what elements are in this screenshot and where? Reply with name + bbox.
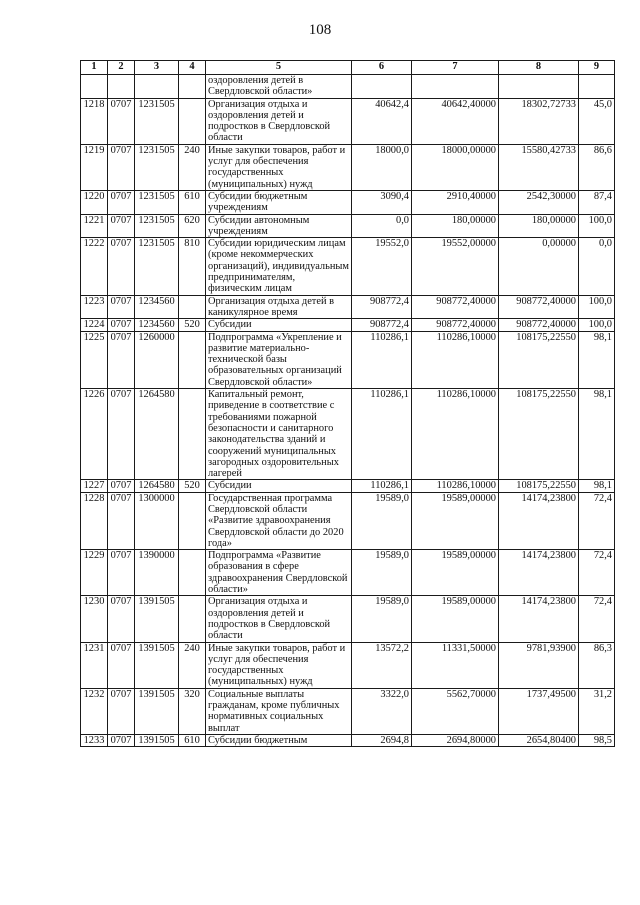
section-code-cell: 0707	[108, 389, 135, 480]
section-code-cell: 0707	[108, 144, 135, 190]
expense-type-cell: 240	[179, 642, 206, 688]
expense-type-cell: 810	[179, 238, 206, 295]
amount-cell	[412, 75, 499, 99]
expense-type-cell: 520	[179, 319, 206, 331]
percent-cell: 72,4	[579, 550, 615, 596]
item-name-cell: Субсидии бюджетным	[206, 734, 352, 746]
amount-cell: 9781,93900	[499, 642, 579, 688]
percent-cell: 100,0	[579, 214, 615, 238]
amount-cell: 110286,1	[352, 480, 412, 492]
item-name-cell: Подпрограмма «Укрепление и развитие материально-технической базы образовательных организаций Свердловской области»	[206, 331, 352, 388]
target-code-cell: 1391505	[135, 642, 179, 688]
amount-cell: 2910,40000	[412, 190, 499, 214]
row-number-cell: 1226	[81, 389, 108, 480]
amount-cell: 180,00000	[499, 214, 579, 238]
row-number-cell	[81, 75, 108, 99]
amount-cell: 0,00000	[499, 238, 579, 295]
expense-type-cell	[179, 596, 206, 642]
section-code-cell: 0707	[108, 319, 135, 331]
percent-cell: 72,4	[579, 596, 615, 642]
amount-cell: 2694,8	[352, 734, 412, 746]
item-name-cell: Субсидии бюджетным учреждениям	[206, 190, 352, 214]
target-code-cell	[135, 75, 179, 99]
section-code-cell: 0707	[108, 190, 135, 214]
amount-cell: 19589,0	[352, 550, 412, 596]
percent-cell: 100,0	[579, 319, 615, 331]
percent-cell: 0,0	[579, 238, 615, 295]
amount-cell: 2694,80000	[412, 734, 499, 746]
amount-cell	[499, 75, 579, 99]
row-number-cell: 1223	[81, 295, 108, 319]
item-name-cell: Организация отдыха и оздоровления детей и подростков в Свердловской области	[206, 98, 352, 144]
item-name-cell: оздоровления детей в Свердловской области»	[206, 75, 352, 99]
column-header: 6	[352, 61, 412, 75]
percent-cell: 86,3	[579, 642, 615, 688]
percent-cell: 98,1	[579, 389, 615, 480]
target-code-cell: 1300000	[135, 492, 179, 549]
column-header: 2	[108, 61, 135, 75]
amount-cell: 19589,00000	[412, 550, 499, 596]
percent-cell: 31,2	[579, 688, 615, 734]
row-number-cell: 1229	[81, 550, 108, 596]
target-code-cell: 1391505	[135, 734, 179, 746]
amount-cell: 108175,22550	[499, 389, 579, 480]
amount-cell: 15580,42733	[499, 144, 579, 190]
table-row	[81, 480, 615, 492]
row-number-cell: 1231	[81, 642, 108, 688]
percent-cell: 98,1	[579, 480, 615, 492]
row-number-cell: 1219	[81, 144, 108, 190]
amount-cell: 3090,4	[352, 190, 412, 214]
row-number-cell: 1218	[81, 98, 108, 144]
amount-cell: 19589,0	[352, 596, 412, 642]
expense-type-cell	[179, 75, 206, 99]
table-row	[81, 190, 615, 214]
column-header: 5	[206, 61, 352, 75]
section-code-cell: 0707	[108, 238, 135, 295]
percent-cell: 87,4	[579, 190, 615, 214]
amount-cell: 110286,10000	[412, 331, 499, 388]
target-code-cell: 1231505	[135, 98, 179, 144]
expense-type-cell: 610	[179, 734, 206, 746]
amount-cell: 19552,00000	[412, 238, 499, 295]
row-number-cell: 1225	[81, 331, 108, 388]
item-name-cell: Иные закупки товаров, работ и услуг для обеспечения государственных (муниципальных) нужд	[206, 642, 352, 688]
target-code-cell: 1234560	[135, 319, 179, 331]
target-code-cell: 1391505	[135, 688, 179, 734]
target-code-cell: 1390000	[135, 550, 179, 596]
item-name-cell: Субсидии автономным учреждениям	[206, 214, 352, 238]
row-number-cell: 1228	[81, 492, 108, 549]
expense-type-cell	[179, 295, 206, 319]
amount-cell: 18000,0	[352, 144, 412, 190]
amount-cell: 18000,00000	[412, 144, 499, 190]
expense-type-cell	[179, 331, 206, 388]
table-row	[81, 295, 615, 319]
table-row	[81, 331, 615, 388]
item-name-cell: Государственная программа Свердловской области «Развитие здравоохранения Свердловской области до 2020 года»	[206, 492, 352, 549]
row-number-cell: 1227	[81, 480, 108, 492]
percent-cell: 86,6	[579, 144, 615, 190]
amount-cell: 908772,40000	[412, 295, 499, 319]
amount-cell: 908772,40000	[499, 295, 579, 319]
amount-cell: 108175,22550	[499, 480, 579, 492]
amount-cell: 19589,00000	[412, 492, 499, 549]
percent-cell: 100,0	[579, 295, 615, 319]
amount-cell: 40642,40000	[412, 98, 499, 144]
table-row	[81, 642, 615, 688]
percent-cell: 98,5	[579, 734, 615, 746]
item-name-cell: Субсидии юридическим лицам (кроме некоммерческих организаций), индивидуальным предпринимателям, физическим лицам	[206, 238, 352, 295]
amount-cell: 908772,40000	[499, 319, 579, 331]
section-code-cell: 0707	[108, 331, 135, 388]
table-row	[81, 596, 615, 642]
item-name-cell: Субсидии	[206, 480, 352, 492]
percent-cell: 98,1	[579, 331, 615, 388]
column-header: 8	[499, 61, 579, 75]
row-number-cell: 1224	[81, 319, 108, 331]
target-code-cell: 1231505	[135, 144, 179, 190]
expense-type-cell: 320	[179, 688, 206, 734]
table-header-row	[81, 61, 615, 75]
target-code-cell: 1264580	[135, 389, 179, 480]
row-number-cell: 1230	[81, 596, 108, 642]
expense-type-cell: 240	[179, 144, 206, 190]
target-code-cell: 1231505	[135, 214, 179, 238]
amount-cell: 14174,23800	[499, 596, 579, 642]
item-name-cell: Организация отдыха детей в каникулярное время	[206, 295, 352, 319]
row-number-cell: 1220	[81, 190, 108, 214]
budget-table	[80, 60, 615, 747]
table-row	[81, 238, 615, 295]
item-name-cell: Подпрограмма «Развитие образования в сфере здравоохранения Свердловской области»	[206, 550, 352, 596]
expense-type-cell	[179, 98, 206, 144]
amount-cell: 908772,4	[352, 319, 412, 331]
column-header: 9	[579, 61, 615, 75]
expense-type-cell	[179, 389, 206, 480]
section-code-cell	[108, 75, 135, 99]
row-number-cell: 1233	[81, 734, 108, 746]
amount-cell: 908772,40000	[412, 319, 499, 331]
percent-cell	[579, 75, 615, 99]
amount-cell: 3322,0	[352, 688, 412, 734]
table-row	[81, 688, 615, 734]
amount-cell: 108175,22550	[499, 331, 579, 388]
page-number: 108	[308, 22, 332, 38]
amount-cell: 14174,23800	[499, 550, 579, 596]
amount-cell: 19552,0	[352, 238, 412, 295]
item-name-cell: Социальные выплаты гражданам, кроме публичных нормативных социальных выплат	[206, 688, 352, 734]
column-header: 3	[135, 61, 179, 75]
amount-cell: 110286,1	[352, 331, 412, 388]
amount-cell: 14174,23800	[499, 492, 579, 549]
section-code-cell: 0707	[108, 688, 135, 734]
amount-cell: 11331,50000	[412, 642, 499, 688]
table-row	[81, 98, 615, 144]
section-code-cell: 0707	[108, 214, 135, 238]
section-code-cell: 0707	[108, 550, 135, 596]
row-number-cell: 1232	[81, 688, 108, 734]
target-code-cell: 1391505	[135, 596, 179, 642]
amount-cell: 0,0	[352, 214, 412, 238]
item-name-cell: Субсидии	[206, 319, 352, 331]
table-row	[81, 319, 615, 331]
item-name-cell: Организация отдыха и оздоровления детей и подростков в Свердловской области	[206, 596, 352, 642]
row-number-cell: 1221	[81, 214, 108, 238]
amount-cell: 180,00000	[412, 214, 499, 238]
expense-type-cell: 620	[179, 214, 206, 238]
column-header: 1	[81, 61, 108, 75]
expense-type-cell	[179, 492, 206, 549]
target-code-cell: 1231505	[135, 190, 179, 214]
table-row	[81, 492, 615, 549]
section-code-cell: 0707	[108, 295, 135, 319]
section-code-cell: 0707	[108, 596, 135, 642]
amount-cell: 2654,80400	[499, 734, 579, 746]
column-header: 7	[412, 61, 499, 75]
section-code-cell: 0707	[108, 480, 135, 492]
amount-cell: 13572,2	[352, 642, 412, 688]
table-row	[81, 550, 615, 596]
table-row	[81, 144, 615, 190]
table-row	[81, 389, 615, 480]
column-header: 4	[179, 61, 206, 75]
amount-cell: 110286,10000	[412, 389, 499, 480]
table-row	[81, 734, 615, 746]
amount-cell: 2542,30000	[499, 190, 579, 214]
item-name-cell: Иные закупки товаров, работ и услуг для обеспечения государственных (муниципальных) нужд	[206, 144, 352, 190]
amount-cell: 110286,1	[352, 389, 412, 480]
expense-type-cell: 610	[179, 190, 206, 214]
amount-cell: 19589,0	[352, 492, 412, 549]
section-code-cell: 0707	[108, 642, 135, 688]
target-code-cell: 1264580	[135, 480, 179, 492]
amount-cell: 908772,4	[352, 295, 412, 319]
expense-type-cell	[179, 550, 206, 596]
amount-cell: 19589,00000	[412, 596, 499, 642]
amount-cell: 18302,72733	[499, 98, 579, 144]
target-code-cell: 1231505	[135, 238, 179, 295]
item-name-cell: Капитальный ремонт, приведение в соответствие с требованиями пожарной безопасности и санитарного законодательства зданий и сооружений муниципальных загородных оздоровительных лагерей	[206, 389, 352, 480]
percent-cell: 72,4	[579, 492, 615, 549]
expense-type-cell: 520	[179, 480, 206, 492]
amount-cell: 1737,49500	[499, 688, 579, 734]
row-number-cell: 1222	[81, 238, 108, 295]
amount-cell: 40642,4	[352, 98, 412, 144]
amount-cell	[352, 75, 412, 99]
section-code-cell: 0707	[108, 734, 135, 746]
table-row	[81, 214, 615, 238]
amount-cell: 110286,10000	[412, 480, 499, 492]
table-row	[81, 75, 615, 99]
section-code-cell: 0707	[108, 98, 135, 144]
percent-cell: 45,0	[579, 98, 615, 144]
target-code-cell: 1234560	[135, 295, 179, 319]
section-code-cell: 0707	[108, 492, 135, 549]
target-code-cell: 1260000	[135, 331, 179, 388]
amount-cell: 5562,70000	[412, 688, 499, 734]
